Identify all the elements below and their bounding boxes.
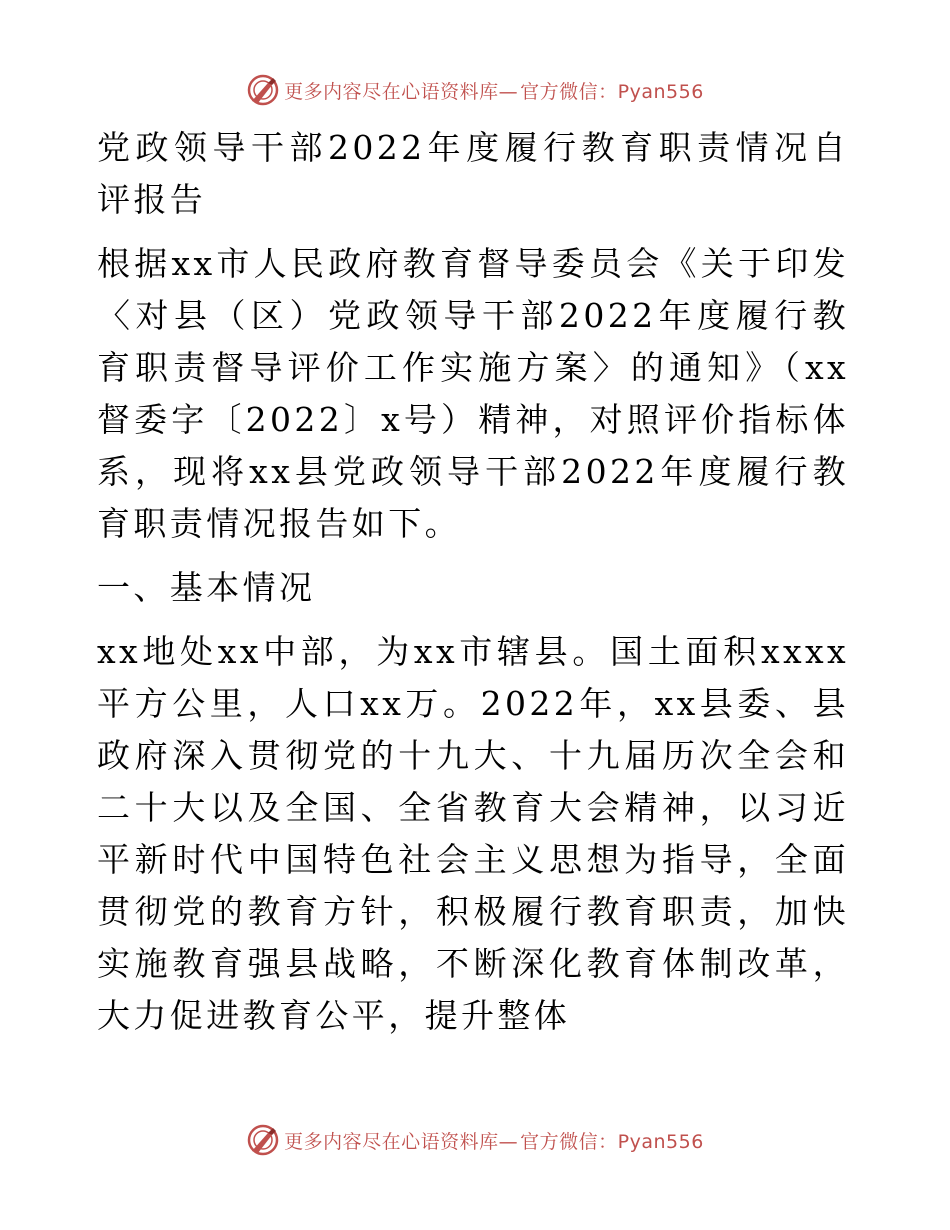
pen-logo-icon xyxy=(246,1123,280,1157)
watermark-text: 更多内容尽在心语资料库— 官方微信：Pyan556 xyxy=(284,80,704,103)
watermark-wechat: 官方微信：Pyan556 xyxy=(520,80,704,103)
intro-paragraph: 根据xx市人民政府教育督导委员会《关于印发〈对县（区）党政领导干部2022年度履行教育职责督导评价工作实施方案〉的通知》（xx督委字〔2022〕x号）精神，对照评价指标体系，现将xx县党政领导干部2022年度履行教育职责情况报告如下。 xyxy=(97,244,849,543)
watermark-banner-top xyxy=(0,70,950,110)
watermark-wechat: 官方微信：Pyan556 xyxy=(520,1130,704,1153)
pen-logo-icon xyxy=(246,73,280,107)
watermark-text: 更多内容尽在心语资料库— 官方微信：Pyan556 xyxy=(284,1130,704,1153)
section-heading: 一、基本情况 xyxy=(97,568,316,607)
document-title: 党政领导干部2022年度履行教育职责情况自评报告 xyxy=(97,128,849,219)
watermark-banner-bottom xyxy=(0,1120,950,1160)
section-paragraph: xx地处xx中部，为xx市辖县。国土面积xxxx平方公里，人口xx万。2022年，xx县委、县政府深入贯彻党的十九大、十九届历次全会和二十大以及全国、全省教育大会精神，以习近平新时代中国特色社会主义思想为指导，全面贯彻党的教育方针，积极履行教育职责，加快实施教育强县战略，不断深化教育体制改革，大力促进教育公平，提升整体 xyxy=(97,632,849,1035)
document-body xyxy=(97,122,849,1042)
